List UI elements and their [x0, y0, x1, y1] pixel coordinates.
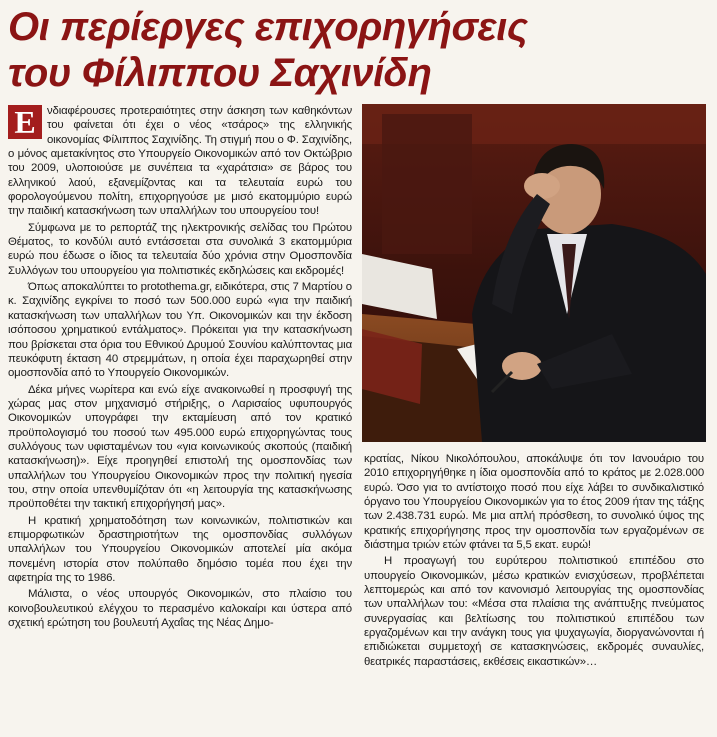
headline-line-2: του Φίλιππου Σαχινίδη — [8, 51, 432, 95]
paragraph-1-text: νδιαφέρουσες προτεραιότητες στην άσκηση των καθηκόντων του φαίνεται ότι έχει ο νέος «τσάρος» της ελληνικής οικονομίας Φίλιππος Σαχινίδης. Τη στιγμή που ο Φ. Σαχινίδης, ο μόνος αμετακίνητος στο Υπουργείο Οικονομικών από τον Οκτώβριο του 2009, υλοποιούσε με συνέπεια τα «χαράτσια» σε βάρος του ελληνικού λαού, εξανεμίζοντας και τα τελευταία ευρώ του φορολογούμενου πολίτη, επιχορηγούσε με μισό εκατομμύριο ευρώ την παιδική κατασκήνωση των υπαλλήλων του υπουργείου του! — [8, 105, 352, 218]
article-photo — [362, 104, 706, 442]
headline-line-1: Οι περίεργες επιχορηγήσεις — [8, 5, 528, 49]
paragraph-8: Η προαγωγή του ευρύτερου πολιτιστικού επιπέδου στο υπουργείο Οικονομικών, μέσω κρατικών ενισχύσεων, προβλέπεται λεπτομερώς και από τον κανονισμό λειτουργίας της ομοσπονδίας των υπαλλήλων του: «Μέσα στα πλαίσια της ανάπτυξης πνεύματος συνεργασίας και βελτίωσης του πολιτιστικού επιπέδου των εργαζομένων και την ανάγκη τους για ψυχαγωγία, διοργανώνονται ή επιδιώκεται συμμετοχή σε κατασκηνώσεις, εκδρομές συναυλίες, θεατρικές παραστάσεις, εκθέσεις εικαστικών»… — [364, 555, 704, 668]
paragraph-1 — [8, 104, 352, 219]
paragraph-6: Μάλιστα, ο νέος υπουργός Οικονομικών, στο πλαίσιο του κοινοβουλευτικού ελέγχου το περασμένο καλοκαίρι και ύστερα από σχετική ερώτηση του βουλευτή Αχαΐας της Νέας Δημο- — [8, 588, 352, 630]
article-column-left — [8, 104, 352, 632]
drop-cap: Ε — [8, 105, 42, 139]
paragraph-5: Η κρατική χρηματοδότηση των κοινωνικών, πολιτιστικών και επιμορφωτικών δραστηριοτήτων της ομοσπονδίας συλλόγων υπαλλήλων του Υπουργείου Οικονομικών αποτελεί μία ακόμα πονεμένη ιστορία στον πολύπαθο δημόσιο τομέα που έχει την αφετηρία της το 1986. — [8, 514, 352, 584]
paragraph-7: κρατίας, Νίκου Νικολόπουλου, αποκάλυψε ότι τον Ιανουάριο του 2010 επιχορηγήθηκε η ίδια ομοσπονδία από το κράτος με 2.028.000 ευρώ. Όσο για το αντίστοιχο ποσό που είχε λάβει το συνδικαλιστικό όργανο του Υπουργείου Οικονομικών για το έτος 2009 ήταν της τάξης των 2.438.731 ευρώ. Με μια απλή πρόσθεση, το συνολικό ύψος της κρατικής επιχορήγησης προς την ομοσπονδία των εργαζομένων σε διάστημα τριών ετών φτάνει τα 5,5 εκατ. ευρώ! — [364, 453, 704, 552]
paragraph-3: Όπως αποκαλύπτει το protothema.gr, ειδικότερα, στις 7 Μαρτίου ο κ. Σαχινίδης εγκρίνει το ποσό των 500.000 ευρώ «για την παιδική κατασκήνωση των υπαλλήλων του Υπ. Οικονομικών και την έκδοση ισόποσου χρηματικού εντάλματος». Πρόκειται για την κατασκήνωση που βρίσκεται στα όρια του Εθνικού Δρυμού Σουνίου καλύπτοντας μια πευκόφυτη έκταση 40 στρεμμάτων, η οποία έχει παραχωρηθεί στην ομοσπονδία από το Υπουργείο Οικονομικών. — [8, 281, 352, 380]
paragraph-2: Σύμφωνα με το ρεπορτάζ της ηλεκτρονικής σελίδας του Πρώτου Θέματος, το κονδύλι αυτό εντάσσεται στα συνολικά 3 εκατομμύρια ευρώ που έδωσε ο ίδιος τα τελευταία δύο χρόνια στην Ομοσπονδία Συλλόγων του υπουργείου για πολιτιστικές εκδηλώσεις και εκδρομές! — [8, 221, 352, 277]
article-column-right — [364, 452, 704, 671]
minister-photo-illustration — [362, 104, 706, 442]
paragraph-4: Δέκα μήνες νωρίτερα και ενώ είχε ανακοινωθεί η προσφυγή της χώρας μας στον μηχανισμό στήριξης, ο Λαρισαίος υφυπουργός Οικονομικών υπογράφει την εκταμίευση από τον κρατικό προϋπολογισμό του ποσού των 495.000 ευρώ επιχορηγώντας τους συλλόγους των υφισταμένων του «για κοινωνικούς σκοπούς (παιδική κατασκήνωση)». Είχε προηγηθεί επιστολή της ομοσπονδίας των υπαλλήλων του Υπουργείου Οικονομικών προς την πολιτική ηγεσία του, στην οποία υπενθυμίζόταν ότι «η λειτουργία της κατασκήνωσης προϋποθέτει την τακτική επιχορήγησή μας». — [8, 383, 352, 511]
article-headline — [8, 4, 708, 96]
